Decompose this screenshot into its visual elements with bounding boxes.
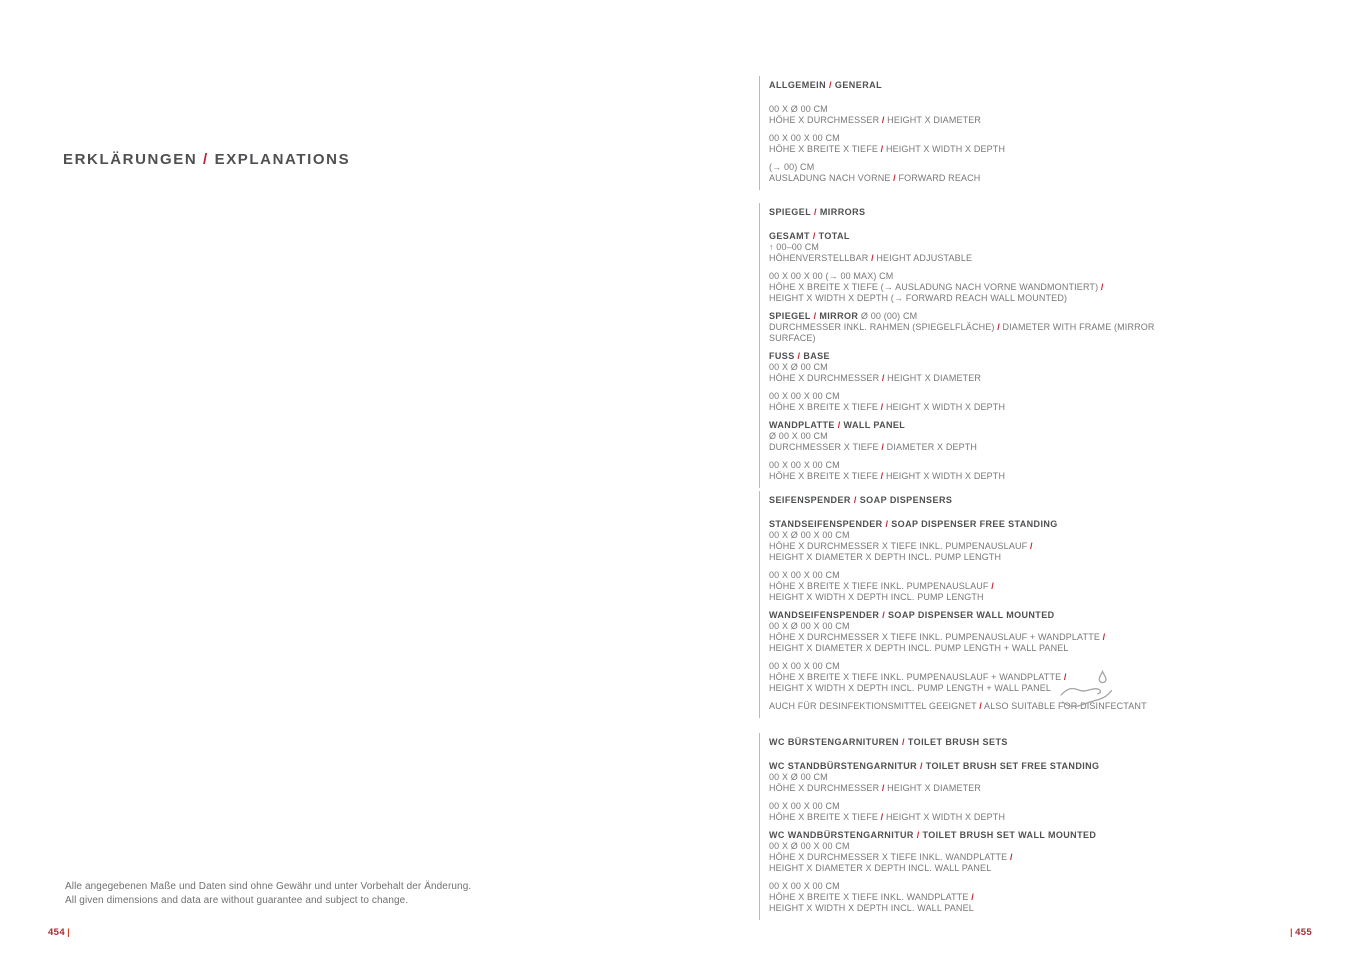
section-title: ALLGEMEIN / GENERAL — [769, 80, 883, 90]
spec-line — [769, 801, 1199, 812]
spec-line — [769, 783, 1199, 794]
spec-group — [769, 311, 1199, 344]
page-number-right-value: 455 — [1295, 927, 1313, 938]
spec-group — [769, 391, 1199, 413]
spec-line — [769, 282, 1199, 293]
spec-line — [769, 311, 1199, 322]
spec-line — [769, 830, 1199, 841]
spec-line-text: 00 X Ø 00 CM — [769, 772, 828, 782]
spec-group — [769, 133, 1199, 155]
spec-line — [769, 271, 1199, 282]
spec-line-text: 00 X Ø 00 CM — [769, 362, 828, 372]
spec-line — [769, 852, 1199, 863]
spec-line-text: 00 X 00 X 00 (→ 00 MAX) CM — [769, 271, 894, 281]
spec-group — [769, 271, 1199, 304]
spec-group — [769, 801, 1199, 823]
spec-line — [769, 892, 1199, 903]
spec-line — [769, 570, 1199, 581]
spec-line-text: 00 X 00 X 00 CM — [769, 570, 840, 580]
spec-line — [769, 322, 1199, 344]
section-soap-dispensers — [759, 491, 1199, 718]
spec-line — [769, 231, 1199, 242]
spec-line-heading: WANDSEIFENSPENDER / SOAP DISPENSER WALL MOUNTED — [769, 610, 1055, 620]
spec-line-text: HEIGHT X DIAMETER X DEPTH INCL. WALL PANEL — [769, 863, 992, 873]
spec-line — [769, 431, 1199, 442]
spec-line — [769, 402, 1199, 413]
section-general — [759, 76, 1199, 190]
spec-line-heading: GESAMT / TOTAL — [769, 231, 850, 241]
spec-line-text: HEIGHT X WIDTH X DEPTH INCL. PUMP LENGTH — [769, 592, 984, 602]
spec-line — [769, 552, 1199, 563]
spec-group — [769, 519, 1199, 563]
footnote — [65, 880, 471, 908]
spec-group — [769, 761, 1199, 794]
spec-line-heading: STANDSEIFENSPENDER / SOAP DISPENSER FREE STANDING — [769, 519, 1058, 529]
spec-group — [769, 460, 1199, 482]
spec-line — [769, 293, 1199, 304]
spec-line-text: 00 X 00 X 00 CM — [769, 801, 840, 811]
section-title: SEIFENSPENDER / SOAP DISPENSERS — [769, 495, 953, 505]
page-number-left-value: 454 — [48, 927, 66, 938]
section-title: WC BÜRSTENGARNITUREN / TOILET BRUSH SETS — [769, 737, 1008, 747]
spec-line-text: AUCH FÜR DESINFEKTIONSMITTEL GEEIGNET / ALSO SUITABLE FOR DISINFECTANT — [769, 701, 1147, 711]
spec-line — [769, 133, 1199, 144]
spec-line-heading: WC STANDBÜRSTENGARNITUR / TOILET BRUSH SET FREE STANDING — [769, 761, 1100, 771]
footnote-de: Alle angegebenen Maße und Daten sind ohne Gewähr und unter Vorbehalt der Änderung. — [65, 881, 472, 892]
spec-line-text: HÖHE X DURCHMESSER X TIEFE INKL. PUMPENAUSLAUF + WANDPLATTE / — [769, 632, 1106, 642]
spec-group — [769, 661, 1199, 694]
spec-line-text: HEIGHT X DIAMETER X DEPTH INCL. PUMP LENGTH + WALL PANEL — [769, 643, 1069, 653]
spec-line — [769, 661, 1199, 672]
spec-group — [769, 231, 1199, 264]
spec-line-text: Ø 00 (00) CM — [858, 311, 918, 321]
spec-line-text: HÖHE X DURCHMESSER / HEIGHT X DIAMETER — [769, 783, 982, 793]
spec-line-text: 00 X 00 X 00 CM — [769, 391, 840, 401]
spec-line-text: 00 X 00 X 00 CM — [769, 460, 840, 470]
section-title: SPIEGEL / MIRRORS — [769, 207, 866, 217]
spec-line-text: AUSLADUNG NACH VORNE / FORWARD REACH — [769, 173, 981, 183]
spec-line-text: HÖHE X DURCHMESSER / HEIGHT X DIAMETER — [769, 115, 982, 125]
spec-line — [769, 391, 1199, 402]
hand-with-droplet-icon — [1058, 668, 1116, 718]
spec-line-text: 00 X Ø 00 X 00 CM — [769, 530, 850, 540]
spec-line — [769, 592, 1199, 603]
spec-line-text: HEIGHT X WIDTH X DEPTH (→ FORWARD REACH WALL MOUNTED) — [769, 293, 1068, 303]
spec-line — [769, 104, 1199, 115]
spec-line — [769, 881, 1199, 892]
spec-line — [769, 253, 1199, 264]
spec-line-text: HÖHE X BREITE X TIEFE INKL. PUMPENAUSLAUF + WANDPLATTE / — [769, 672, 1067, 682]
spec-line — [769, 772, 1199, 783]
spec-line-text: HÖHE X BREITE X TIEFE INKL. PUMPENAUSLAUF / — [769, 581, 994, 591]
spec-line — [769, 863, 1199, 874]
page-number-left-bar: | — [67, 927, 71, 938]
spec-line — [769, 701, 1199, 712]
spec-line — [769, 471, 1199, 482]
spec-group — [769, 610, 1199, 654]
spec-group — [769, 104, 1199, 126]
spec-line — [769, 519, 1199, 530]
spec-line — [769, 643, 1199, 654]
spec-line — [769, 460, 1199, 471]
spec-line-text: HÖHE X DURCHMESSER X TIEFE INKL. WANDPLATTE / — [769, 852, 1013, 862]
page-title: ERKLÄRUNGEN / EXPLANATIONS — [63, 151, 351, 169]
spec-line-text: 00 X 00 X 00 CM — [769, 881, 840, 891]
spec-line — [769, 530, 1199, 541]
spec-line-text: HÖHE X BREITE X TIEFE / HEIGHT X WIDTH X DEPTH — [769, 402, 1006, 412]
page-number-left — [48, 927, 72, 938]
spec-line — [769, 683, 1199, 694]
spec-line-text: 00 X Ø 00 X 00 CM — [769, 621, 850, 631]
spec-line — [769, 351, 1199, 362]
spec-line — [769, 761, 1199, 772]
spec-line — [769, 841, 1199, 852]
spec-line-text: HÖHE X BREITE X TIEFE / HEIGHT X WIDTH X DEPTH — [769, 471, 1006, 481]
spec-line — [769, 420, 1199, 431]
spec-group — [769, 881, 1199, 914]
page-number-right — [1288, 927, 1312, 938]
spec-line-text: HEIGHT X WIDTH X DEPTH INCL. WALL PANEL — [769, 903, 974, 913]
spec-line-heading: SPIEGEL / MIRROR — [769, 311, 859, 321]
spec-line-text: 00 X Ø 00 X 00 CM — [769, 841, 850, 851]
spec-line-text: HÖHE X BREITE X TIEFE / HEIGHT X WIDTH X DEPTH — [769, 144, 1006, 154]
spec-line — [769, 541, 1199, 552]
page-number-right-bar: | — [1290, 927, 1294, 938]
spec-group — [769, 351, 1199, 384]
spec-line — [769, 242, 1199, 253]
spec-line-heading: WANDPLATTE / WALL PANEL — [769, 420, 906, 430]
spec-line — [769, 581, 1199, 592]
spec-line — [769, 812, 1199, 823]
spec-line-heading: WC WANDBÜRSTENGARNITUR / TOILET BRUSH SET WALL MOUNTED — [769, 830, 1097, 840]
spec-group — [769, 420, 1199, 453]
spec-group — [769, 701, 1199, 712]
spec-line-text: 00 X 00 X 00 CM — [769, 661, 840, 671]
spec-line-text: HEIGHT X DIAMETER X DEPTH INCL. PUMP LENGTH — [769, 552, 1002, 562]
spec-line-text: HÖHE X BREITE X TIEFE INKL. WANDPLATTE / — [769, 892, 974, 902]
spec-line-text: Ø 00 X 00 CM — [769, 431, 828, 441]
spec-line — [769, 362, 1199, 373]
spec-line — [769, 162, 1199, 173]
spec-line-text: DURCHMESSER INKL. RAHMEN (SPIEGELFLÄCHE) / DIAMETER WITH FRAME (MIRROR SURFACE) — [769, 322, 1155, 343]
spec-group — [769, 570, 1199, 603]
section-mirrors — [759, 203, 1199, 488]
spec-line-text: HÖHE X DURCHMESSER / HEIGHT X DIAMETER — [769, 373, 982, 383]
spec-line — [769, 442, 1199, 453]
spec-line — [769, 672, 1199, 683]
spec-line — [769, 144, 1199, 155]
spec-group — [769, 830, 1199, 874]
spec-line-text: HÖHENVERSTELLBAR / HEIGHT ADJUSTABLE — [769, 253, 973, 263]
spec-line-text: 00 X Ø 00 CM — [769, 104, 828, 114]
spec-group — [769, 162, 1199, 184]
spec-line-text: (→ 00) CM — [769, 162, 815, 172]
spec-line-text: HEIGHT X WIDTH X DEPTH INCL. PUMP LENGTH + WALL PANEL — [769, 683, 1052, 693]
spec-line-text: ↑ 00–00 CM — [769, 242, 820, 252]
spec-line — [769, 373, 1199, 384]
spec-line — [769, 632, 1199, 643]
spec-line-text: HÖHE X BREITE X TIEFE / HEIGHT X WIDTH X DEPTH — [769, 812, 1006, 822]
spec-line — [769, 115, 1199, 126]
spec-line — [769, 610, 1199, 621]
spec-line-text: HÖHE X DURCHMESSER X TIEFE INKL. PUMPENAUSLAUF / — [769, 541, 1033, 551]
spec-line-heading: FUSS / BASE — [769, 351, 830, 361]
spec-line — [769, 621, 1199, 632]
footnote-en: All given dimensions and data are without guarantee and subject to change. — [65, 895, 409, 906]
spec-line — [769, 173, 1199, 184]
spec-line — [769, 903, 1199, 914]
spec-line-text: HÖHE X BREITE X TIEFE (→ AUSLADUNG NACH VORNE WANDMONTIERT) / — [769, 282, 1104, 292]
spec-line-text: DURCHMESSER X TIEFE / DIAMETER X DEPTH — [769, 442, 978, 452]
spec-line-text: 00 X 00 X 00 CM — [769, 133, 840, 143]
section-toilet-brush-sets — [759, 733, 1199, 920]
